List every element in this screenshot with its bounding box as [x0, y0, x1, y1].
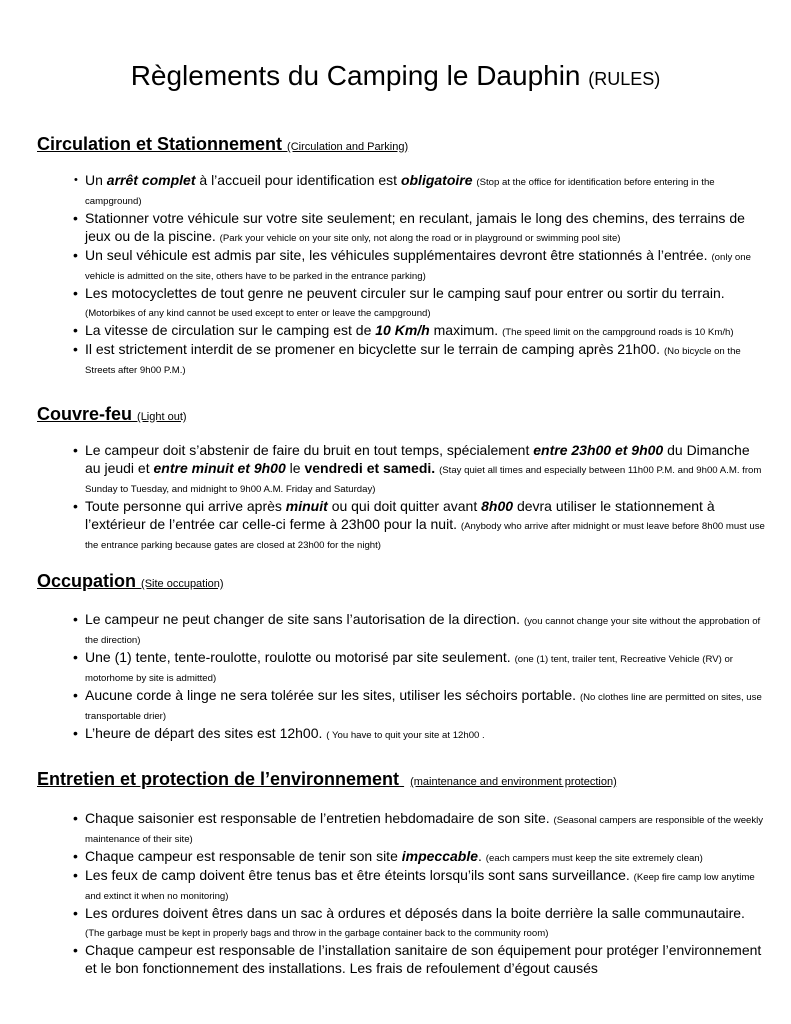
heading-subtitle: (Site occupation) [141, 578, 224, 590]
rule-emphasis: 8h00 [481, 498, 514, 514]
rule-speed-limit [37, 321, 767, 340]
rule-translation: (Anybody who arrive after midnight or must leave before 8h00 must use the entrance parking because gates are closed at 23h00 for the night) [85, 521, 765, 551]
rule-text: Les feux de camp doivent être tenus bas et être éteints lorsqu’ils sont sans surveillance. [85, 867, 630, 883]
rule-emphasis: arrêt complet [106, 172, 196, 188]
heading-text: Couvre-feu [37, 404, 133, 424]
rule-text: Un seul véhicule est admis par site, les véhicules supplémentaires devront être stationnés à l’entrée. [85, 247, 708, 263]
heading-text: Entretien et protection de l’environnement [37, 769, 400, 789]
rules-list [37, 441, 767, 553]
rule-campfire [37, 866, 767, 904]
page-title [0, 58, 791, 97]
rules-list [37, 610, 767, 743]
rule-translation: (Seasonal campers are responsible of the weekly maintenance of their site) [85, 815, 764, 845]
rule-noise [37, 441, 767, 497]
rule-translation: (you cannot change your site without the approbation of the direction) [85, 616, 761, 646]
rule-clean-site [37, 847, 767, 866]
rule-text: Le campeur ne peut changer de site sans l’autorisation de la direction. [85, 611, 521, 627]
section-circulation [37, 133, 767, 378]
rule-text: à l’accueil pour identification est [199, 172, 398, 188]
heading-text: Occupation [37, 571, 137, 591]
section-curfew [37, 403, 767, 553]
rule-text: Chaque campeur est responsable de l’installation sanitaire de son équipement pour protéger l’environnement et le bon fonctionnement des installations. Les frais de refoulement d’égout causés [85, 942, 762, 976]
rule-text: Toute personne qui arrive après [85, 498, 282, 514]
rule-translation: (Stop at the office for identification before entering in the campground) [85, 177, 715, 207]
rule-text: maximum. [433, 322, 499, 338]
rule-text: ou qui doit quitter avant [331, 498, 478, 514]
rule-bicycle [37, 340, 767, 378]
rule-text: Chaque saisonier est responsable de l’entretien hebdomadaire de son site. [85, 810, 550, 826]
title-main: Règlements du Camping le Dauphin [130, 60, 581, 91]
rule-garbage [37, 904, 767, 941]
rule-text: du Dimanche au jeudi et [85, 442, 750, 476]
rule-text: Les ordures doivent êtres dans un sac à ordures et déposés dans la boite derrière la salle communautaire. [85, 905, 745, 921]
rule-text: devra utiliser le stationnement à l’extérieur de l’entrée car celle-ci ferme à 23h00 pour la nuit. [85, 498, 715, 532]
section-heading-curfew [37, 403, 767, 428]
rule-weekly-maintenance [37, 809, 767, 847]
section-heading-circulation [37, 133, 767, 158]
rule-text: Stationner votre véhicule sur votre site seulement; en reculant, jamais le long des chemins, des terrains de jeux ou de la piscine. [85, 210, 745, 244]
rule-one-unit [37, 648, 767, 686]
rule-translation: ( You have to quit your site at 12h00 . [326, 730, 485, 741]
rule-sanitary [37, 941, 767, 977]
heading-subtitle: (Circulation and Parking) [287, 141, 409, 153]
rule-text: Les motocyclettes de tout genre ne peuvent circuler sur le camping sauf pour entrer ou sortir du terrain. [85, 285, 725, 301]
rule-parking [37, 209, 767, 246]
rule-text: Une (1) tente, tente-roulotte, roulotte ou motorisé par site seulement. [85, 649, 511, 665]
rule-text: L’heure de départ des sites est 12h00. [85, 725, 323, 741]
section-occupation [37, 570, 767, 743]
rule-translation: (Motorbikes of any kind cannot be used except to enter or leave the campground) [85, 308, 431, 319]
rule-translation: (only one vehicle is admitted on the site, others have to be parked in the entrance parking) [85, 252, 751, 282]
rule-emphasis: impeccable [401, 848, 479, 864]
rule-one-vehicle [37, 246, 767, 284]
rule-translation: (one (1) tent, trailer tent, Recreative Vehicle (RV) or motorhome by site is admitted) [85, 654, 734, 684]
rule-text: Un [85, 172, 103, 188]
heading-subtitle: (maintenance and environment protection) [410, 776, 617, 788]
rule-translation: (The speed limit on the campground roads is 10 Km/h) [502, 327, 734, 338]
rule-text: Chaque campeur est responsable de tenir son site [85, 848, 398, 864]
rule-translation: (No clothes line are permitted on sites, use transportable drier) [85, 692, 762, 722]
rule-emphasis: 10 Km/h [375, 322, 430, 338]
rule-translation: (Park your vehicle on your site only, not along the road or in playground or swimming pool site) [219, 233, 621, 244]
rule-translation: (The garbage must be kept in properly bags and throw in the garbage container back to the community room) [85, 928, 549, 939]
rule-translation: (No bicycle on the Streets after 9h00 P.M.) [85, 346, 741, 376]
rule-site-change [37, 610, 767, 648]
rule-translation: (Keep fire camp low anytime and extinct it when no monitoring) [85, 872, 755, 902]
rule-motorcycles [37, 284, 767, 321]
title-sub: (RULES) [588, 69, 661, 89]
rule-emphasis: obligatoire [400, 172, 473, 188]
rules-list [37, 171, 767, 378]
rule-translation: (Stay quiet all times and especially between 11h00 P.M. and 9h00 A.M. from Sunday to Tuesday, and midnight to 9h00 A.M. Friday and Saturday) [85, 465, 762, 495]
heading-subtitle: (Light out) [137, 411, 187, 423]
rule-late-arrival [37, 497, 767, 553]
heading-text: Circulation et Stationnement [37, 134, 283, 154]
rule-full-stop [37, 171, 767, 209]
rule-text: Il est strictement interdit de se promener en bicyclette sur le terrain de camping après 21h00. [85, 341, 661, 357]
section-heading-maintenance [37, 768, 767, 793]
rule-translation: (each campers must keep the site extremely clean) [485, 853, 703, 864]
rule-text: La vitesse de circulation sur le camping est de [85, 322, 372, 338]
rule-text: le [289, 460, 301, 476]
rule-emphasis: minuit [285, 498, 328, 514]
rule-emphasis: vendredi et samedi. [304, 460, 436, 476]
section-heading-occupation [37, 570, 767, 595]
rule-text: Aucune corde à linge ne sera tolérée sur les sites, utiliser les séchoirs portable. [85, 687, 577, 703]
rules-list [37, 809, 767, 977]
rule-emphasis: entre 23h00 et 9h00 [533, 442, 664, 458]
rule-emphasis: entre minuit et 9h00 [153, 460, 286, 476]
rule-clothes-line [37, 686, 767, 724]
rule-checkout [37, 724, 767, 743]
rule-text: Le campeur doit s’abstenir de faire du bruit en tout temps, spécialement [85, 442, 530, 458]
rule-text: . [478, 848, 482, 864]
section-maintenance [37, 768, 767, 977]
